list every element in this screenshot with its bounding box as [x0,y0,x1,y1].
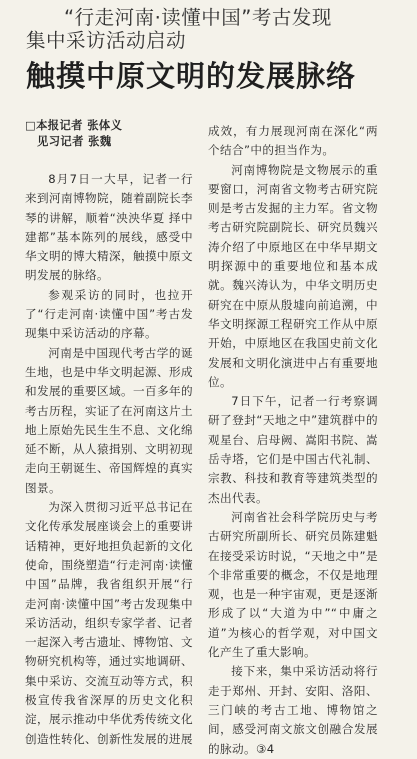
kicker-line-2: 集中采访活动启动 [26,29,187,52]
paragraph-continuation: 成效，有力展现河南在深化“两个结合”中的担当作为。 [208,124,378,158]
article-column-left [25,118,193,749]
headline-block [26,6,406,94]
byline-trainee: 见习记者 张魏 [37,135,112,148]
article-column-right [208,122,378,759]
paragraph: 河南省社会科学院历史与考古研究所副所长、研究员陈建魁在接受采访时说，“天地之中”是个非常重要的概念，不仅是地理观，也是一种宇宙观，更是逐渐形成了以“大道为中”“中庸之道”为核心的哲学观，对中国文化产生了重大影响。 [208,509,378,660]
paragraph: 7日下午，记者一行考察调研了登封“天地之中”建筑群中的观星台、启母阙、嵩阳书院、嵩岳寺塔，它们是中国古代礼制、宗教、科技和教育等建筑类型的杰出代表。 [208,394,378,505]
paragraph: 接下来，集中采访活动将行走于郑州、开封、安阳、洛阳、三门峡的考古工地、博物馆之间，感受河南文旅文创融合发展的脉动。③4 [208,664,378,756]
paragraph: 为深入贯彻习近平总书记在文化传承发展座谈会上的重要讲话精神，更好地担负起新的文化使命，围绕塑造“行走河南·读懂中国”品牌，我省组织开展“行走河南·读懂中国”考古发现集中采访活动，组织专家学者、记者一起深入考古遗址、博物馆、文物研究机构等，通过实地调研、集中采访、交流互动等方式，积极宣传我省深厚的历史文化积淀，展示推动中华优秀传统文化创造性转化、创新性发展的进展 [25,500,193,746]
paragraph: 参观采访的同时，也拉开了“行走河南·读懂中国”考古发现集中采访活动的序幕。 [25,287,193,341]
byline-spacer [25,150,193,170]
kicker-line-1: “行走河南·读懂中国”考古发现 [64,6,332,29]
byline-reporter: □本报记者 张体义 [25,119,123,132]
paragraph: 河南是中国现代考古学的诞生地，也是中华文明起源、形成和发展的重要区域。一百多年的考古历程，实证了在河南这片土地上原始先民生生不息、文化绵延不断，从人猿揖别、文明初现走向王朝诞生、帝国辉煌的真实图景。 [25,345,193,495]
headline-title: 触摸中原文明的发展脉络 [26,59,357,93]
paragraph: 8月7日一大早，记者一行来到河南博物院，随着副院长李琴的讲解，顺着“泱泱华夏 择中建都”基本陈列的展线，感受中华文明的博大精深，触摸中原文明发展的脉络。 [25,172,193,283]
paragraph: 河南博物院是文物展示的重要窗口，河南省文物考古研究院则是考古发掘的主力军。省文物考古研究院副院长、研究员魏兴涛介绍了中原地区在中华早期文明探源中的重要地位和基本成就。魏兴涛认为，中华文明历史研究在中原从殷墟向前追溯，中华文明探源工程研究工作从中原开始，中原地区在我国史前文化发展和文明化演进中占有重要地位。 [208,162,378,389]
